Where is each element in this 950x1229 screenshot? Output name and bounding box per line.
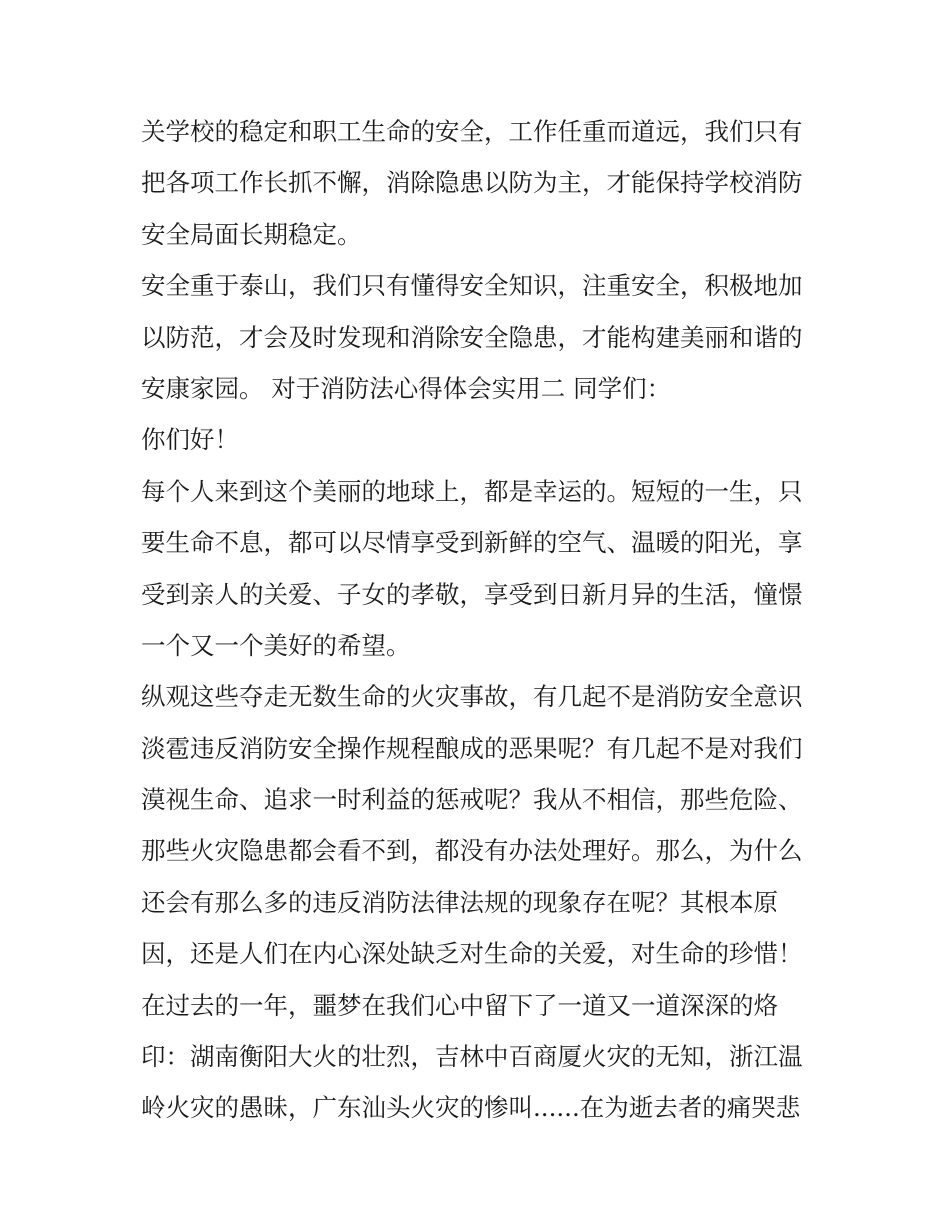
text-line: 因，还是人们在内心深处缺乏对生命的关爱，对生命的珍惜！ <box>141 939 803 969</box>
text-line: 漠视生命、追求一时利益的惩戒呢？我从不相信，那些危险、 <box>141 785 803 815</box>
text-line: 受到亲人的关爱、子女的孝敬，享受到日新月异的生活，憧憬 <box>141 579 803 609</box>
text-line: 每个人来到这个美丽的地球上，都是幸运的。短短的一生，只 <box>141 476 803 506</box>
text-line: 安全局面长期稳定。 <box>141 219 362 249</box>
text-line: 淡雹违反消防安全操作规程酿成的恶果呢？有几起不是对我们 <box>141 733 803 763</box>
body-text <box>141 106 816 1134</box>
text-line: 要生命不息，都可以尽情享受到新鲜的空气、温暖的阳光，享 <box>141 528 803 558</box>
text-line: 还会有那么多的违反消防法律法规的现象存在呢？其根本原 <box>141 887 778 917</box>
text-line: 以防范，才会及时发现和消除安全隐患，才能构建美丽和谐的 <box>141 322 803 352</box>
text-line: 安康家园。 对于消防法心得体会实用二 同学们： <box>141 373 672 403</box>
text-line: 岭火灾的愚昧，广东汕头火灾的惨叫......在为逝去者的痛哭悲 <box>141 1093 801 1123</box>
text-line: 把各项工作长抓不懈，消除隐患以防为主，才能保持学校消防 <box>141 168 803 198</box>
text-line: 你们好！ <box>141 425 239 455</box>
text-line: 一个又一个美好的希望。 <box>141 630 411 660</box>
text-line: 在过去的一年，噩梦在我们心中留下了一道又一道深深的烙 <box>141 990 778 1020</box>
text-line: 纵观这些夺走无数生命的火灾事故，有几起不是消防安全意识 <box>141 682 803 712</box>
text-line: 那些火灾隐患都会看不到，都没有办法处理好。那么，为什么 <box>141 836 803 866</box>
text-line: 印：湖南衡阳大火的壮烈，吉林中百商厦火灾的无知，浙江温 <box>141 1042 803 1072</box>
text-line: 关学校的稳定和职工生命的安全，工作任重而道远，我们只有 <box>141 117 803 146</box>
text-line: 安全重于泰山，我们只有懂得安全知识，注重安全，积极地加 <box>141 271 803 301</box>
